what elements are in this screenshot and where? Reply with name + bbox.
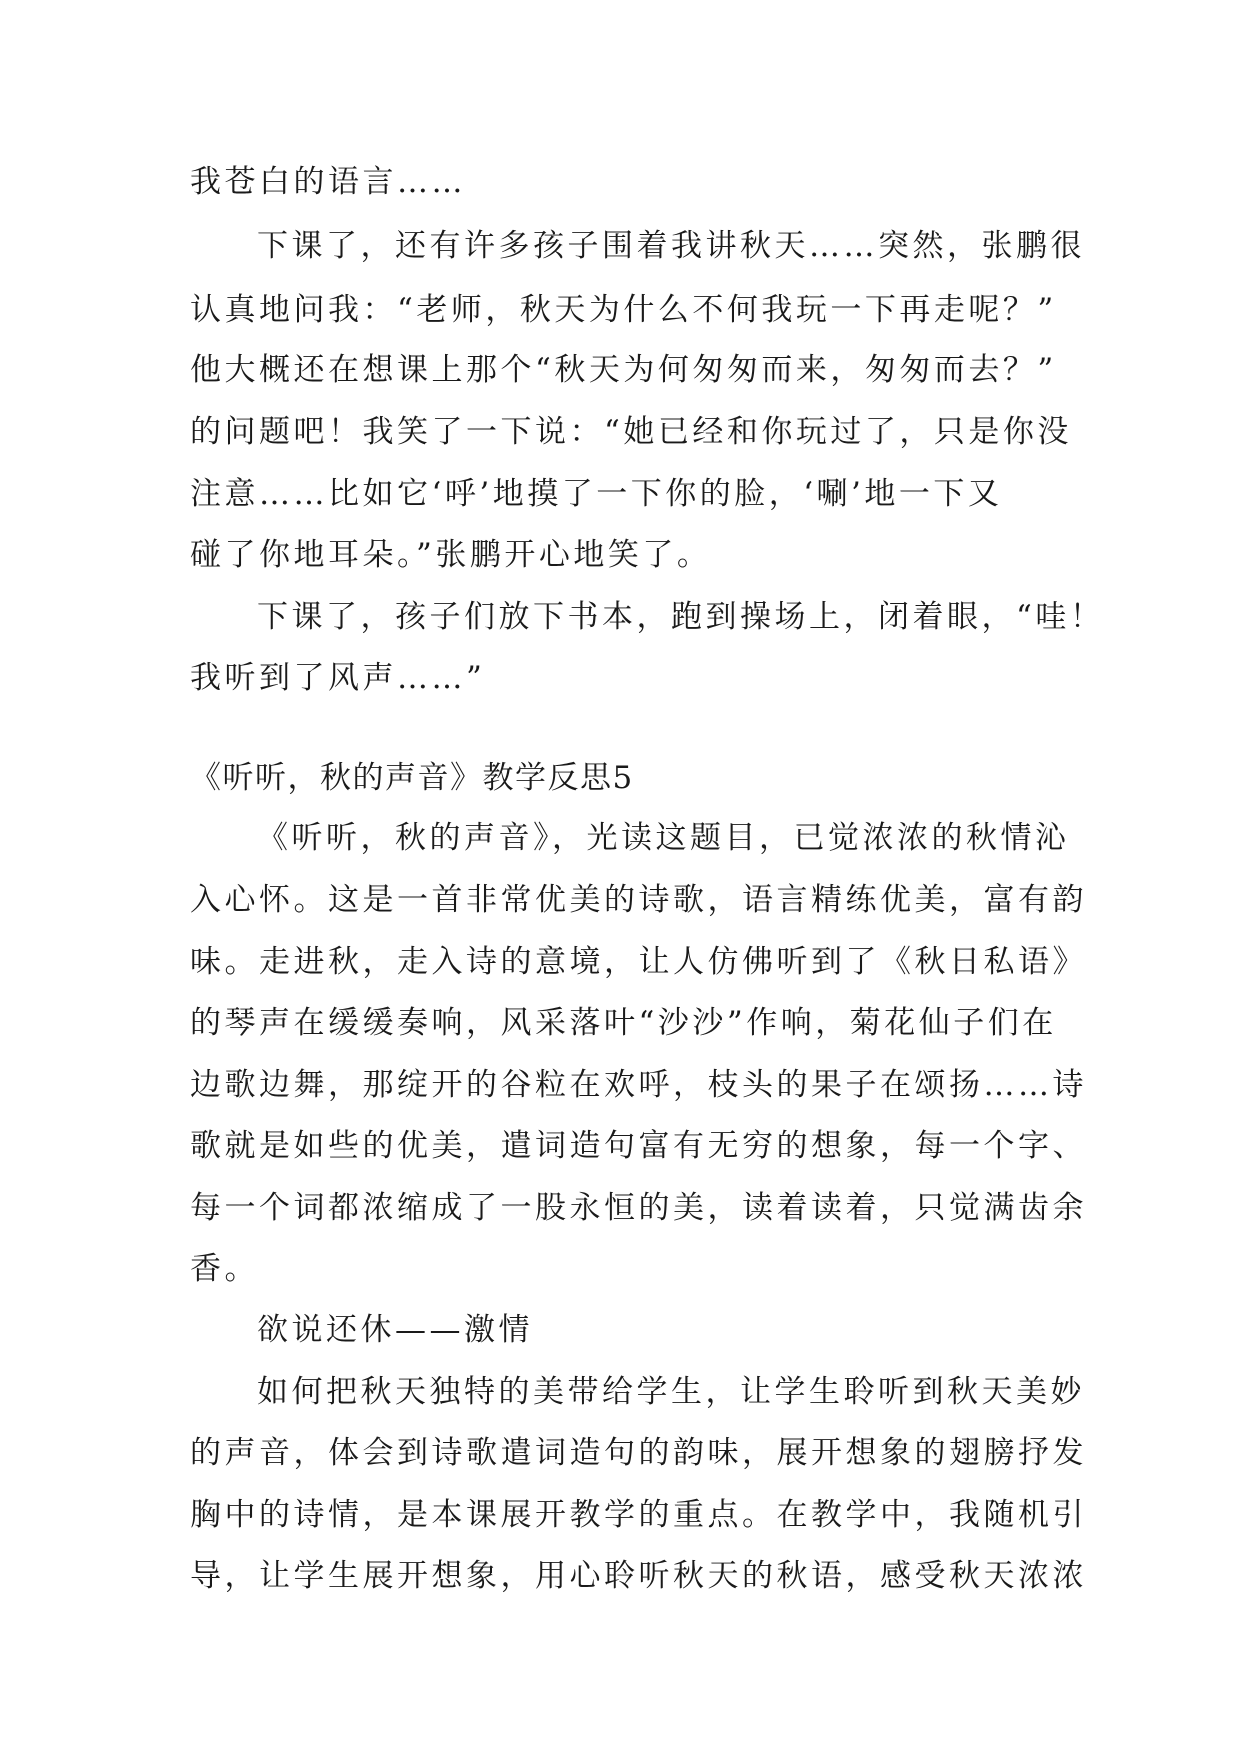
text-line: 歌就是如些的优美，遣词造句富有无穷的想象，每一个字、 <box>190 1128 1087 1164</box>
text-line: 下课了，还有许多孩子围着我讲秋天……突然，张鹏很 <box>257 228 1085 264</box>
text-line: 如何把秋天独特的美带给学生，让学生聆听到秋天美妙 <box>257 1374 1085 1410</box>
text-line: 的琴声在缓缓奏响，风采落叶“沙沙”作响，菊花仙子们在 <box>190 1005 1057 1041</box>
text-line: 味。走进秋，走入诗的意境，让人仿佛听到了《秋日私语》 <box>190 944 1087 980</box>
text-line: 的声音，体会到诗歌遣词造句的韵味，展开想象的翅膀抒发 <box>190 1435 1087 1471</box>
section-heading: 《听听，秋的声音》教学反思5 <box>190 760 634 796</box>
text-line: 我听到了风声……” <box>190 660 486 696</box>
text-line: 边歌边舞，那绽开的谷粒在欢呼，枝头的果子在颂扬……诗 <box>190 1067 1087 1103</box>
text-line: 认真地问我：“老师，秋天为什么不何我玩一下再走呢？” <box>190 292 1057 328</box>
text-line: 注意……比如它‘呼’地摸了一下你的脸，‘唰’地一下又 <box>190 476 1003 512</box>
text-line: 他大概还在想课上那个“秋天为何匆匆而来，匆匆而去？” <box>190 352 1057 388</box>
text-line: 香。 <box>190 1251 259 1287</box>
text-line: 碰了你地耳朵。”张鹏开心地笑了。 <box>190 537 712 573</box>
text-line: 每一个词都浓缩成了一股永恒的美，读着读着，只觉满齿余 <box>190 1190 1087 1226</box>
text-line: 胸中的诗情，是本课展开教学的重点。在教学中，我随机引 <box>190 1497 1087 1533</box>
text-line: 入心怀。这是一首非常优美的诗歌，语言精练优美，富有韵 <box>190 882 1087 918</box>
text-line: 我苍白的语言…… <box>190 164 466 200</box>
text-line: 《听听，秋的声音》，光读这题目，已觉浓浓的秋情沁 <box>257 820 1070 856</box>
text-line: 的问题吧！我笑了一下说：“她已经和你玩过了，只是你没 <box>190 414 1072 450</box>
text-line: 下课了，孩子们放下书本，跑到操场上，闭着眼，“哇！ <box>257 599 1105 635</box>
text-line: 导，让学生展开想象，用心聆听秋天的秋语，感受秋天浓浓 <box>190 1558 1087 1594</box>
subsection-heading: 欲说还休——激情 <box>257 1312 533 1348</box>
